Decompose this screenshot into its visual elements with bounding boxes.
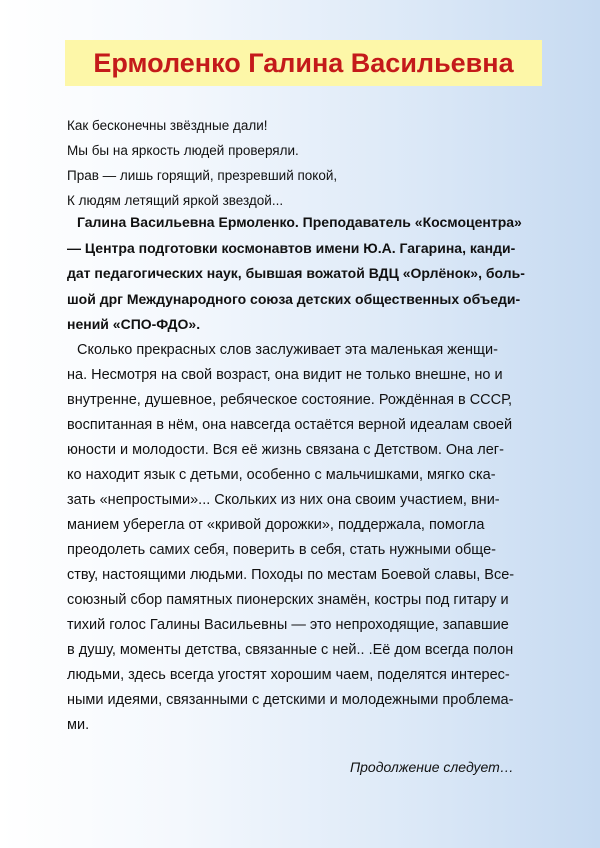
bio-line: шой дрг Международного союза детских общественных объеди- [67, 290, 521, 307]
body-line: воспитанная в нём, она навсегда остаётся верной идеалам своей [67, 417, 513, 433]
poem-line: Мы бы на яркость людей проверяли. [67, 143, 299, 158]
body-line: тихий голос Галины Васильевны — это непроходящие, запавшие [67, 617, 509, 633]
bio-line: нений «СПО-ФДО». [67, 316, 201, 332]
body-paragraph [67, 338, 537, 738]
body-line: ко находит язык с детьми, особенно с мальчишками, мягко ска- [67, 467, 496, 483]
bio-line: дат педагогических наук, бывшая вожатой ВДЦ «Орлёнок», боль- [67, 265, 525, 281]
poem-epigraph [67, 113, 337, 213]
body-line: на. Несмотря на свой возраст, она видит не только внешне, но и [67, 367, 503, 383]
poem-line: К людям летящий яркой звездой... [67, 193, 284, 208]
poem-line: Как бесконечны звёздные дали! [67, 118, 268, 133]
body-line: людьми, здесь всегда угостят хорошим чаем, поделятся интерес- [67, 667, 510, 683]
body-line: внутренне, душевное, ребяческое состояние. Рождённая в СССР, [67, 392, 513, 408]
body-line: ству, настоящими людьми. Походы по местам Боевой славы, Все- [67, 567, 515, 583]
body-line: в душу, моменты детства, связанные с ней.. .Её дом всегда полон [67, 642, 514, 658]
body-line: ми. [67, 717, 90, 733]
continuation-note: Продолжение следует… [350, 759, 514, 775]
page-title: Ермоленко Галина Васильевна [93, 47, 514, 78]
body-line: юности и молодости. Вся её жизнь связана с Детством. Она лег- [67, 442, 504, 458]
bio-line: — Центра подготовки космонавтов имени Ю.А. Гагарина, канди- [67, 239, 516, 256]
body-line: Сколько прекрасных слов заслуживает эта маленькая женщи- [77, 342, 498, 358]
poem-line: Прав — лишь горящий, презревший покой, [67, 168, 338, 183]
bio-paragraph [67, 210, 537, 338]
body-line: зать «непростыми»... Скольких из них она своим участием, вни- [67, 492, 500, 508]
body-line: преодолеть самих себя, поверить в себя, стать нужными обще- [67, 542, 496, 558]
bio-line: Галина Васильевна Ермоленко. Преподаватель «Космоцентра» [77, 214, 522, 230]
title-banner [65, 40, 542, 86]
body-line: манием уберегла от «кривой дорожки», поддержала, помогла [67, 517, 485, 533]
body-line: союзный сбор памятных пионерских знамён, костры под гитару и [67, 592, 509, 608]
body-line: ными идеями, связанными с детскими и молодежными проблема- [67, 692, 514, 708]
